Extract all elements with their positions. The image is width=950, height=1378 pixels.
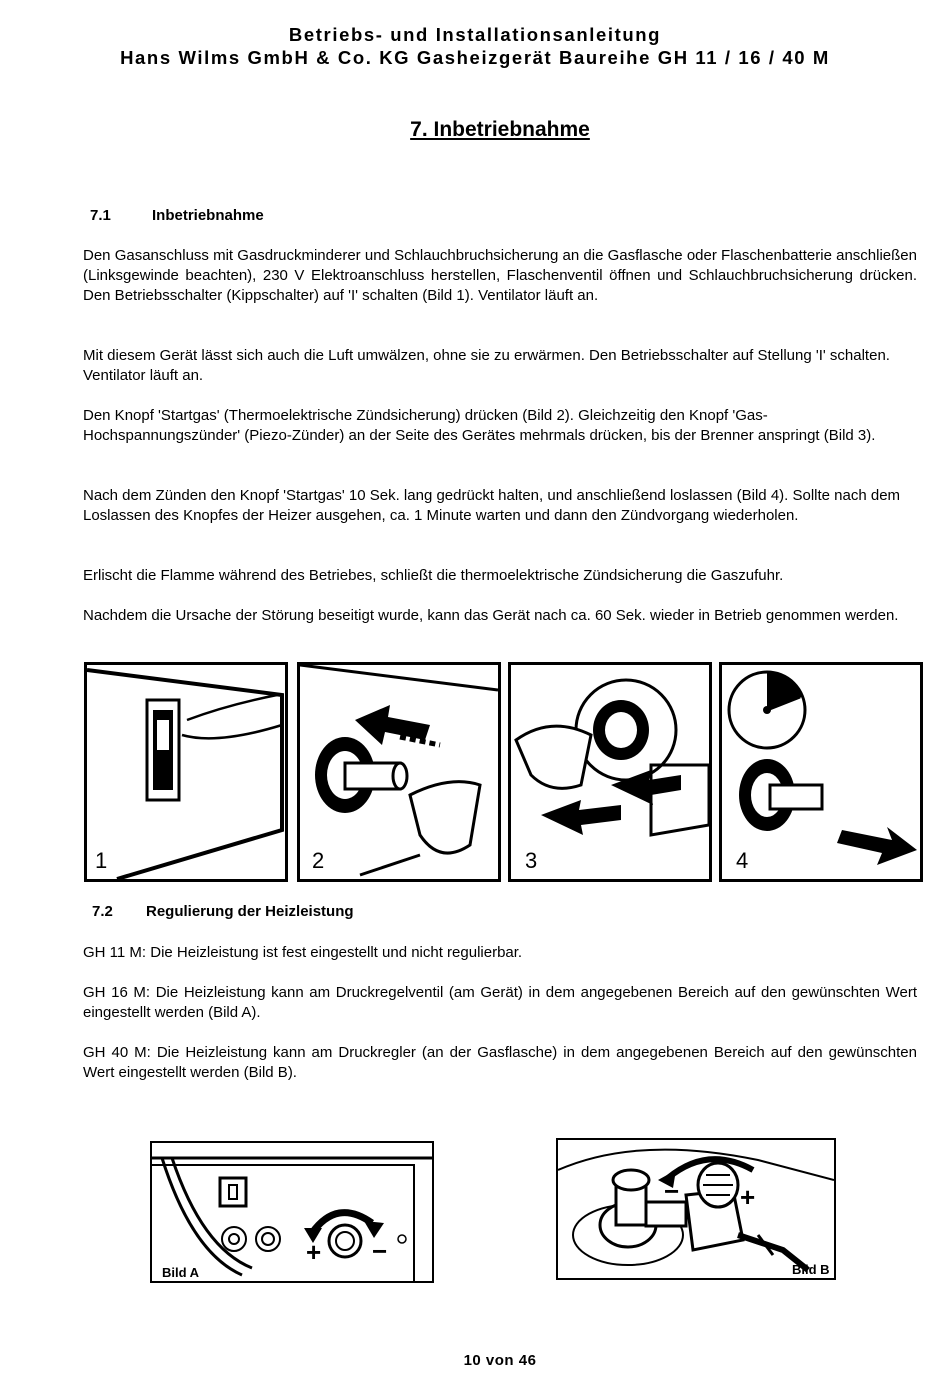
release-illustration [722, 665, 920, 879]
figure-4-release [719, 662, 923, 882]
section-heading-7-2 [92, 903, 354, 920]
piezo-illustration [511, 665, 709, 879]
svg-text:−: − [664, 1176, 680, 1206]
section-title: Inbetriebnahme [152, 207, 264, 224]
figure-1-switch [84, 662, 288, 882]
switch-illustration [87, 665, 285, 879]
figure-2-knob-press [297, 662, 501, 882]
paragraph: Den Knopf 'Startgas' (Thermoelektrische Zündsicherung) drücken (Bild 2). Gleichzeitig den Knopf 'Gas-Hochspannungszünder' (Piezo-Zünder) an der Seite des Gerätes mehrmals drücken, bis der Brenner anspringt (Bild 3). [83, 407, 876, 444]
gas-regulator-illustration [558, 1140, 834, 1278]
paragraph: Nach dem Zünden den Knopf 'Startgas' 10 Sek. lang gedrückt halten, und anschließend loslassen (Bild 4). Sollte nach dem Loslassen des Knopfes der Heizer ausgehen, ca. 1 Minute warten und dann den Zündvorgang wiederholen. [83, 487, 901, 524]
figure-number: 2 [312, 848, 325, 873]
figure-3-piezo-igniter [508, 662, 712, 882]
figure-number: 1 [95, 848, 108, 873]
section-title: Regulierung der Heizleistung [146, 903, 354, 920]
knob-press-illustration [300, 665, 498, 879]
pressure-valve-illustration [152, 1143, 432, 1281]
figure-number: 3 [525, 848, 538, 873]
section-number: 7.2 [92, 903, 113, 920]
svg-text:+: + [740, 1182, 756, 1212]
page-number: 10 von 46 [463, 1352, 537, 1369]
chapter-title: 7. Inbetriebnahme [410, 118, 590, 141]
svg-text:−: − [372, 1236, 388, 1266]
paragraph: GH 11 M: Die Heizleistung ist fest eingestellt und nicht regulierbar. [83, 944, 523, 961]
figure-label: Bild A [162, 1265, 200, 1280]
figure-label: Bild B [792, 1262, 830, 1277]
paragraph: Erlischt die Flamme während des Betriebes, schließt die thermoelektrische Zündsicherung die Gaszufuhr. [83, 567, 784, 584]
paragraph: Den Gasanschluss mit Gasdruckminderer und Schlauchbruchsicherung an die Gasflasche oder Flaschenbatterie anschließen (Linksgewinde beachten), 230 V Elektroanschluss herstellen, Flaschenventil öffnen und Schlauchbruchsicherung drücken. Den Betriebsschalter (Kippschalter) auf 'I' schalten (Bild 1). Ventilator läuft an. [83, 247, 917, 304]
paragraph: GH 16 M: Die Heizleistung kann am Druckregelventil (am Gerät) in dem angegebenen Bereich auf den gewünschten Wert eingestellt werden (Bild A). [83, 984, 917, 1021]
svg-text:+: + [306, 1237, 322, 1267]
figure-bild-b [556, 1138, 836, 1280]
paragraph: GH 40 M: Die Heizleistung kann am Druckregler (an der Gasflasche) in dem angegebenen Bereich auf den gewünschten Wert eingestellt werden (Bild B). [83, 1044, 917, 1081]
figure-bild-a [150, 1141, 434, 1283]
header-title: Betriebs- und Installationsanleitung [288, 24, 662, 45]
paragraph: Mit diesem Gerät lässt sich auch die Luft umwälzen, ohne sie zu erwärmen. Den Betriebsschalter auf Stellung 'I' schalten. Ventilator läuft an. [83, 347, 890, 384]
section-number: 7.1 [90, 207, 111, 224]
section-heading-7-1 [90, 207, 264, 224]
paragraph: Nachdem die Ursache der Störung beseitigt wurde, kann das Gerät nach ca. 60 Sek. wieder in Betrieb genommen werden. [83, 607, 899, 624]
figure-number: 4 [736, 848, 749, 873]
header-subtitle: Hans Wilms GmbH & Co. KG Gasheizgerät Baureihe GH 11 / 16 / 40 M [120, 47, 830, 68]
